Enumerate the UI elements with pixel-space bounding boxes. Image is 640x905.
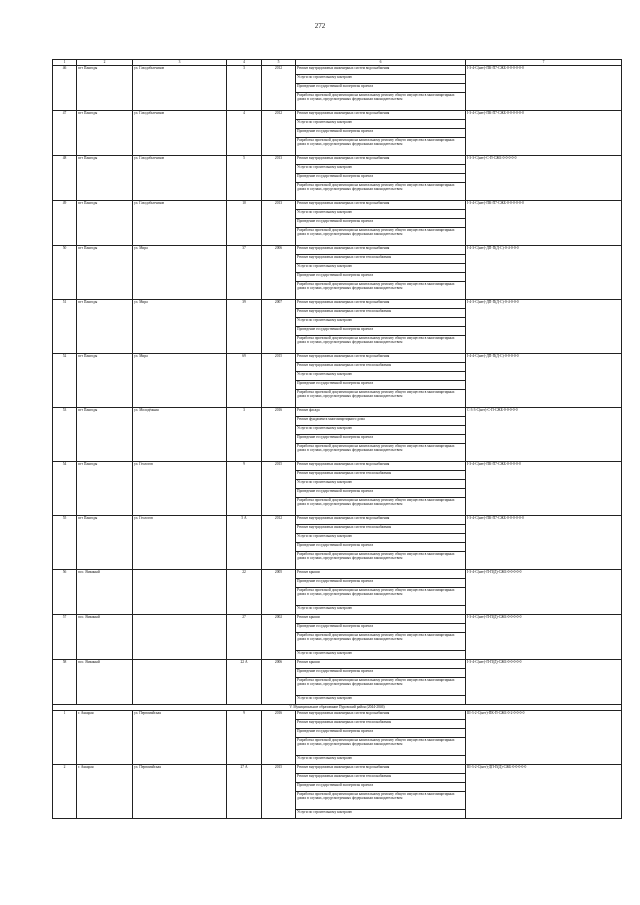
- work-type-cell: Разработка проектной документации на капитальному ремонту общего имущества в многоквартирных домах в случаях, предусмотренных федеральным законодательством: [296, 93, 466, 111]
- record-number: 1: [53, 711, 77, 765]
- house-cell: 5 А: [227, 516, 262, 570]
- column-header: 3: [133, 60, 227, 66]
- street-cell: [133, 615, 227, 660]
- work-type-cell: Услуги по строительному контролю: [296, 756, 466, 765]
- classification-code-cell: I-3-4-С(нег)-П-П(Д)-СЖБ-0-0-0-0-0: [466, 615, 622, 660]
- locality-cell: пгт Пангоды: [77, 111, 133, 156]
- street-cell: ул. Газодобытчиков: [133, 156, 227, 201]
- record-number: 2: [53, 765, 77, 819]
- record-number: 49: [53, 201, 77, 246]
- house-cell: 9: [227, 711, 262, 765]
- work-type-cell: Ремонт внутридомовых инженерных систем водоснабжения: [296, 462, 466, 471]
- section-title: V. Муниципальное образование Пуровский район (2044-2046): [53, 705, 622, 711]
- column-header: 2: [77, 60, 133, 66]
- work-type-cell: Проведение государственной экспертизы проекта: [296, 543, 466, 552]
- record-number: 48: [53, 156, 77, 201]
- house-cell: 69: [227, 354, 262, 408]
- work-type-cell: Разработка проектной документации на капитальному ремонту общего имущества в многоквартирных домах в случаях, предусмотренных федеральным законодательством: [296, 228, 466, 246]
- work-type-cell: Разработка проектной документации на капитальному ремонту общего имущества в многоквартирных домах в случаях, предусмотренных федеральным законодательством: [296, 498, 466, 516]
- classification-code-cell: С-3-3-С(нег)-С-П-СЖБ-0-0-0-0-0: [466, 408, 622, 462]
- work-type-cell: Ремонт внутридомовых инженерных систем водоснабжения: [296, 516, 466, 525]
- street-cell: ул. Газодобытчиков: [133, 66, 227, 111]
- record-number: 46: [53, 66, 77, 111]
- repair-register-table: [52, 59, 622, 819]
- year-cell: 2015: [262, 354, 296, 408]
- work-type-cell: Ремонт внутридомовых инженерных систем водоснабжения: [296, 66, 466, 75]
- work-type-cell: Проведение государственной экспертизы проекта: [296, 729, 466, 738]
- work-type-cell: Ремонт внутридомовых инженерных систем теплоснабжения: [296, 363, 466, 372]
- work-type-cell: Проведение государственной экспертизы проекта: [296, 129, 466, 138]
- house-cell: 4: [227, 111, 262, 156]
- work-type-cell: Ремонт внутридомовых инженерных систем теплоснабжения: [296, 525, 466, 534]
- table-row: [53, 408, 622, 417]
- record-number: 47: [53, 111, 77, 156]
- work-type-cell: Услуги по строительному контролю: [296, 372, 466, 381]
- street-cell: ул. Геологов: [133, 462, 227, 516]
- street-cell: ул. Мира: [133, 300, 227, 354]
- house-cell: 5: [227, 156, 262, 201]
- street-cell: ул. Мира: [133, 246, 227, 300]
- table-row: [53, 765, 622, 774]
- house-cell: 27: [227, 615, 262, 660]
- table-row: [53, 570, 622, 579]
- locality-cell: г. Аккарая: [77, 711, 133, 765]
- classification-code-cell: I-3-4-С(нег)-ПК-П7-СЖБ-0-0-0-0-0-0: [466, 201, 622, 246]
- classification-code-cell: III-3-2-С(нег)-ПК-П-СЖБ-0-2-0-0-0-0: [466, 711, 622, 765]
- street-cell: ул. Мира: [133, 354, 227, 408]
- work-type-cell: Проведение государственной экспертизы проекта: [296, 381, 466, 390]
- locality-cell: пос. Ямкиный: [77, 615, 133, 660]
- street-cell: [133, 570, 227, 615]
- work-type-cell: Услуги по строительному контролю: [296, 480, 466, 489]
- work-type-cell: Услуги по строительному контролю: [296, 534, 466, 543]
- year-cell: 2005: [262, 570, 296, 615]
- house-cell: 9: [227, 462, 262, 516]
- classification-code-cell: I-3-4-С(нег)-П-П(Д)-СЖБ-0-0-0-0-0: [466, 660, 622, 705]
- work-type-cell: Проведение государственной экспертизы проекта: [296, 219, 466, 228]
- work-type-cell: Разработка проектной документации на капитальному ремонту общего имущества в многоквартирных домах в случаях, предусмотренных федеральным законодательством: [296, 792, 466, 810]
- classification-code-cell: I-3-4-С(нег)-П-П(Д)-СЖБ-0-0-0-0-0: [466, 570, 622, 615]
- work-type-cell: Услуги по строительному контролю: [296, 651, 466, 660]
- work-type-cell: Ремонт внутридомовых инженерных систем теплоснабжения: [296, 471, 466, 480]
- work-type-cell: Ремонт внутридомовых инженерных систем водоснабжения: [296, 111, 466, 120]
- classification-code-cell: I-3-4-С(нег)-ПК-П7-СЖБ-0-0-0-0-0: [466, 462, 622, 516]
- table-row: [53, 660, 622, 669]
- house-cell: 37: [227, 246, 262, 300]
- year-cell: 2016: [262, 408, 296, 462]
- locality-cell: пгт Пангоды: [77, 156, 133, 201]
- locality-cell: пгт Пангоды: [77, 516, 133, 570]
- work-type-cell: Услуги по строительному контролю: [296, 606, 466, 615]
- work-type-cell: Ремонт внутридомовых инженерных систем водоснабжения: [296, 354, 466, 363]
- work-type-cell: Ремонт внутридомовых инженерных систем водоснабжения: [296, 156, 466, 165]
- work-type-cell: Проведение государственной экспертизы проекта: [296, 435, 466, 444]
- work-type-cell: Услуги по строительному контролю: [296, 75, 466, 84]
- locality-cell: пос. Ямкиный: [77, 570, 133, 615]
- house-cell: 22: [227, 570, 262, 615]
- record-number: 58: [53, 660, 77, 705]
- year-cell: 2006: [262, 660, 296, 705]
- work-type-cell: Разработка проектной документации на капитальному ремонту общего имущества в многоквартирных домах в случаях, предусмотренных федеральным законодательством: [296, 336, 466, 354]
- column-header: 6: [296, 60, 466, 66]
- work-type-cell: Проведение государственной экспертизы проекта: [296, 273, 466, 282]
- year-cell: 2015: [262, 462, 296, 516]
- year-cell: 2013: [262, 201, 296, 246]
- record-number: 56: [53, 570, 77, 615]
- page-number: 272: [314, 22, 326, 30]
- work-type-cell: Проведение государственной экспертизы проекта: [296, 489, 466, 498]
- work-type-cell: Разработка проектной документации на капитальному ремонту общего имущества в многоквартирных домах в случаях, предусмотренных федеральным законодательством: [296, 738, 466, 756]
- work-type-cell: Ремонт внутридомовых инженерных систем теплоснабжения: [296, 309, 466, 318]
- work-type-cell: Проведение государственной экспертизы проекта: [296, 669, 466, 678]
- table-row: [53, 201, 622, 210]
- work-type-cell: Ремонт внутридомовых инженерных систем водоснабжения: [296, 765, 466, 774]
- locality-cell: пгт Пангоды: [77, 462, 133, 516]
- column-header: 4: [227, 60, 262, 66]
- work-type-cell: Услуги по строительному контролю: [296, 120, 466, 129]
- table-row: [53, 300, 622, 309]
- work-type-cell: Разработка проектной документации на капитальному ремонту общего имущества в многоквартирных домах в случаях, предусмотренных федеральным законодательством: [296, 282, 466, 300]
- year-cell: 2016: [262, 711, 296, 765]
- record-number: 50: [53, 246, 77, 300]
- year-cell: 2007: [262, 300, 296, 354]
- work-type-cell: Разработка проектной документации на капитальному ремонту общего имущества в многоквартирных домах в случаях, предусмотренных федеральным законодательством: [296, 444, 466, 462]
- locality-cell: пгт Пангоды: [77, 408, 133, 462]
- work-type-cell: Разработка проектной документации на капитальному ремонту общего имущества в многоквартирных домах в случаях, предусмотренных федеральным законодательством: [296, 678, 466, 696]
- classification-code-cell: I-3-4-С(нег)-ПК-П7-СЖБ-0-0-0-0-0-0: [466, 66, 622, 111]
- work-type-cell: Разработка проектной документации на капитальному ремонту общего имущества в многоквартирных домах в случаях, предусмотренных федеральным законодательством: [296, 138, 466, 156]
- work-type-cell: Ремонт крыши: [296, 570, 466, 579]
- table-row: [53, 516, 622, 525]
- table-row: [53, 111, 622, 120]
- work-type-cell: Услуги по строительному контролю: [296, 165, 466, 174]
- work-type-cell: Услуги по строительному контролю: [296, 264, 466, 273]
- locality-cell: пгт Пангоды: [77, 66, 133, 111]
- work-type-cell: Услуги по строительному контролю: [296, 210, 466, 219]
- house-cell: 3: [227, 66, 262, 111]
- street-cell: ул. Первомайская: [133, 765, 227, 819]
- work-type-cell: Ремонт внутридомовых инженерных систем водоснабжения: [296, 711, 466, 720]
- table-body: [53, 60, 622, 819]
- record-number: 55: [53, 516, 77, 570]
- year-cell: 2012: [262, 66, 296, 111]
- classification-code-cell: I-4-3-С(нег)-ДП-П(Д-С)-0-4-0-0-0: [466, 246, 622, 300]
- classification-code-cell: I-3-3-С(нег)-С-П-СЖБ-0-0-0-0-0: [466, 156, 622, 201]
- table-row: [53, 615, 622, 624]
- house-cell: 27 А: [227, 765, 262, 819]
- work-type-cell: Ремонт внутридомовых инженерных систем теплоснабжения: [296, 720, 466, 729]
- work-type-cell: Услуги по строительному контролю: [296, 318, 466, 327]
- year-cell: 2012: [262, 111, 296, 156]
- work-type-cell: Ремонт внутридомовых инженерных систем теплоснабжения: [296, 255, 466, 264]
- work-type-cell: Ремонт фундамента многоквартирного дома: [296, 417, 466, 426]
- work-type-cell: Ремонт крыши: [296, 615, 466, 624]
- classification-code-cell: I-4-4-С(нег)-ДП-П(Д-С)-0-0-0-0-0: [466, 354, 622, 408]
- work-type-cell: Проведение государственной экспертизы проекта: [296, 624, 466, 633]
- locality-cell: пос. Ямкиный: [77, 660, 133, 705]
- locality-cell: пгт Пангоды: [77, 300, 133, 354]
- locality-cell: пгт Пангоды: [77, 354, 133, 408]
- work-type-cell: Ремонт внутридомовых инженерных систем теплоснабжения: [296, 774, 466, 783]
- work-type-cell: Разработка проектной документации на капитальному ремонту общего имущества в многоквартирных домах в случаях, предусмотренных федеральным законодательством: [296, 552, 466, 570]
- street-cell: ул. Геологов: [133, 516, 227, 570]
- work-type-cell: Услуги по строительному контролю: [296, 696, 466, 705]
- record-number: 52: [53, 354, 77, 408]
- work-type-cell: Разработка проектной документации на капитальному ремонту общего имущества в многоквартирных домах в случаях, предусмотренных федеральным законодательством: [296, 183, 466, 201]
- street-cell: ул. Газодобытчиков: [133, 201, 227, 246]
- work-type-cell: Проведение государственной экспертизы проекта: [296, 783, 466, 792]
- work-type-cell: Проведение государственной экспертизы проекта: [296, 84, 466, 93]
- locality-cell: пгт Пангоды: [77, 201, 133, 246]
- year-cell: 2002: [262, 615, 296, 660]
- work-type-cell: Ремонт крыши: [296, 660, 466, 669]
- work-type-cell: Разработка проектной документации на капитальному ремонту общего имущества в многоквартирных домах в случаях, предусмотренных федеральным законодательством: [296, 588, 466, 606]
- classification-code-cell: I-3-4-С(нег)-ПК-П7-СЖБ-0-0-0-0-0-0: [466, 516, 622, 570]
- year-cell: 2015: [262, 765, 296, 819]
- street-cell: ул. Молодёжная: [133, 408, 227, 462]
- work-type-cell: Разработка проектной документации на капитальному ремонту общего имущества в многоквартирных домах в случаях, предусмотренных федеральным законодательством: [296, 390, 466, 408]
- classification-code-cell: I-3-4-С(нег)-ПК-П7-СЖБ-0-0-0-0-0-0: [466, 111, 622, 156]
- year-cell: 2006: [262, 246, 296, 300]
- locality-cell: г. Аккарая: [77, 765, 133, 819]
- table-row: [53, 66, 622, 75]
- work-type-cell: Проведение государственной экспертизы проекта: [296, 327, 466, 336]
- work-type-cell: Услуги по строительному контролю: [296, 426, 466, 435]
- house-cell: 3: [227, 408, 262, 462]
- work-type-cell: Ремонт фасада: [296, 408, 466, 417]
- work-type-cell: Разработка проектной документации на капитальному ремонту общего имущества в многоквартирных домах в случаях, предусмотренных федеральным законодательством: [296, 633, 466, 651]
- work-type-cell: Проведение государственной экспертизы проекта: [296, 579, 466, 588]
- work-type-cell: Проведение государственной экспертизы проекта: [296, 174, 466, 183]
- table-row: [53, 246, 622, 255]
- classification-code-cell: III-3-2-С(нег)-ДП-П(Д)-СЖБ-0-0-0-0-0: [466, 765, 622, 819]
- column-header: 7: [466, 60, 622, 66]
- table-row: [53, 711, 622, 720]
- street-cell: ул. Газодобытчиков: [133, 111, 227, 156]
- year-cell: 2013: [262, 156, 296, 201]
- house-cell: 10: [227, 201, 262, 246]
- column-header: 5: [262, 60, 296, 66]
- record-number: 51: [53, 300, 77, 354]
- table-row: [53, 156, 622, 165]
- year-cell: 2012: [262, 516, 296, 570]
- locality-cell: пгт Пангоды: [77, 246, 133, 300]
- street-cell: ул. Первомайская: [133, 711, 227, 765]
- work-type-cell: Ремонт внутридомовых инженерных систем водоснабжения: [296, 201, 466, 210]
- work-type-cell: Ремонт внутридомовых инженерных систем водоснабжения: [296, 246, 466, 255]
- street-cell: [133, 660, 227, 705]
- record-number: 57: [53, 615, 77, 660]
- work-type-cell: Услуги по строительному контролю: [296, 810, 466, 819]
- house-cell: 22 А: [227, 660, 262, 705]
- column-header: 1: [53, 60, 77, 66]
- classification-code-cell: I-4-3-С(нег)-ДП-П(Д-С)-0-4-0-0-0: [466, 300, 622, 354]
- record-number: 54: [53, 462, 77, 516]
- record-number: 53: [53, 408, 77, 462]
- table-row: [53, 354, 622, 363]
- work-type-cell: Ремонт внутридомовых инженерных систем водоснабжения: [296, 300, 466, 309]
- table-row: [53, 462, 622, 471]
- house-cell: 39: [227, 300, 262, 354]
